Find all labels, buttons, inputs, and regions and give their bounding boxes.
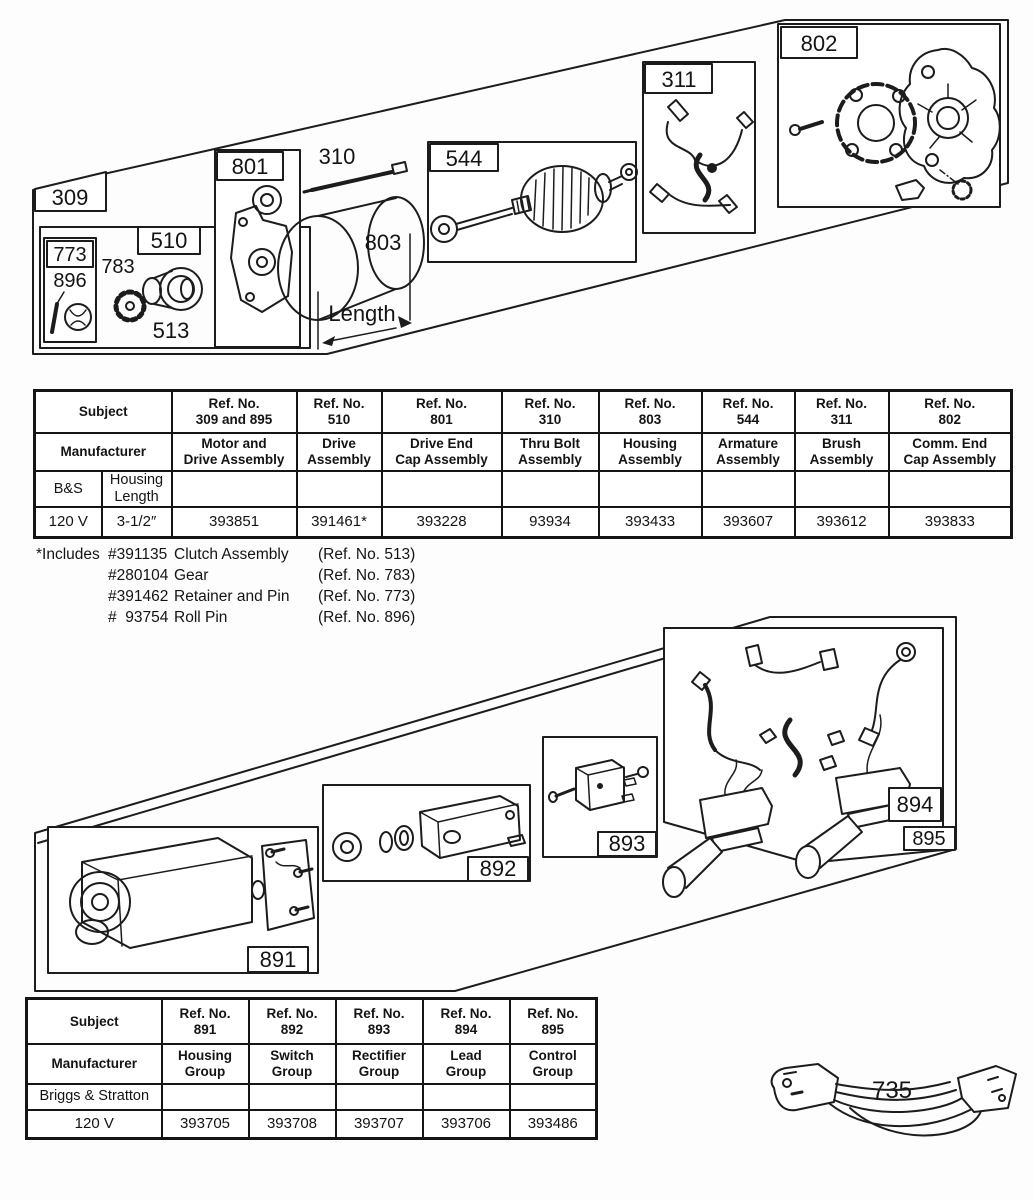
part-label-895: 895 [912, 828, 946, 850]
part-number-cell: 393707 [336, 1110, 423, 1139]
part-number-cell: 393612 [795, 507, 889, 538]
empty-cell [297, 471, 382, 507]
empty-cell [249, 1084, 336, 1110]
ref-no-header-cell: Ref. No. 510 [297, 391, 382, 434]
clutch-assembly-sketch [138, 227, 202, 343]
part-label-311: 311 [661, 67, 697, 92]
thru-bolt-sketch [304, 144, 407, 192]
part-label-802: 802 [800, 31, 838, 56]
ref-no-header-cell: Ref. No. 894 [423, 999, 510, 1045]
footnote-part-name: Retainer and Pin [174, 588, 290, 605]
part-number-cell: 393433 [599, 507, 702, 538]
ref-no-header-cell: Ref. No. 895 [510, 999, 597, 1045]
gear-sketch [101, 256, 144, 320]
part-number-cell: 393705 [162, 1110, 249, 1139]
footnote-part-number: #391462 [108, 588, 169, 605]
empty-cell [702, 471, 795, 507]
starter-groups-exploded-diagram [0, 600, 1033, 1000]
group-name-cell: Control Group [510, 1044, 597, 1084]
comm-end-cap-sketch [778, 24, 1000, 207]
assembly-name-cell: Thru Bolt Assembly [502, 433, 599, 471]
part-number-cell: 393708 [249, 1110, 336, 1139]
wiring-harness-735 [740, 1050, 1033, 1200]
ref-no-header-cell: Ref. No. 893 [336, 999, 423, 1045]
part-number-cell: 393833 [889, 507, 1012, 538]
housing-group-sketch [48, 827, 318, 973]
ref-no-header-cell: Ref. No. 309 and 895 [172, 391, 297, 434]
part-number-cell: 391461* [297, 507, 382, 538]
ref-no-header-cell: Ref. No. 802 [889, 391, 1012, 434]
footnote-line [36, 546, 415, 567]
part-label-891: 891 [259, 947, 297, 972]
footnote-ref: (Ref. No. 783) [318, 567, 416, 584]
assembly-name-cell: Armature Assembly [702, 433, 795, 471]
part-label-892: 892 [479, 856, 517, 881]
footnote-ref: (Ref. No. 773) [318, 588, 416, 605]
group-name-cell: Switch Group [249, 1044, 336, 1084]
empty-cell [502, 471, 599, 507]
footnote-part-name: Gear [174, 567, 209, 584]
footnote-prefix [36, 567, 108, 588]
drive-end-cap-sketch [215, 150, 300, 347]
group-name-cell: Rectifier Group [336, 1044, 423, 1084]
length-label: Length [328, 301, 396, 326]
ref-no-header-cell: Ref. No. 311 [795, 391, 889, 434]
empty-cell [423, 1084, 510, 1110]
group-name-cell: Lead Group [423, 1044, 510, 1084]
terminal-connector-sketch [958, 1066, 1016, 1112]
subject-header-cell: Subject [27, 999, 162, 1045]
footnote-part-name: Clutch Assembly [174, 546, 289, 563]
footnote-part-number: #391135 [108, 546, 168, 563]
part-number-cell: 393228 [382, 507, 502, 538]
empty-cell [795, 471, 889, 507]
manufacturer-header-cell: Manufacturer [35, 433, 172, 471]
footnote-line [36, 567, 415, 588]
ref-no-header-cell: Ref. No. 891 [162, 999, 249, 1045]
part-number-cell: 393851 [172, 507, 297, 538]
footnote-ref: (Ref. No. 896) [318, 609, 416, 626]
footnote-part-number: #280104 [108, 567, 169, 584]
part-number-cell: 393607 [702, 507, 795, 538]
subject-header-cell: Subject [35, 391, 172, 434]
starter-motor-exploded-diagram [0, 0, 1033, 382]
footnote-ref: (Ref. No. 513) [318, 546, 416, 563]
assembly-name-cell: Drive Assembly [297, 433, 382, 471]
lead-control-group-sketch [663, 628, 955, 897]
footnote-part-name: Roll Pin [174, 609, 228, 626]
callout-309 [35, 172, 106, 211]
part-label-773: 773 [53, 244, 87, 266]
ref-no-header-cell: Ref. No. 803 [599, 391, 702, 434]
armature-sketch [428, 142, 637, 262]
assembly-name-cell: Housing Assembly [599, 433, 702, 471]
empty-cell [172, 471, 297, 507]
brand-cell: B&S [35, 471, 102, 507]
part-label-896: 896 [53, 270, 87, 292]
part-label-803: 803 [364, 230, 402, 255]
ref-no-header-cell: Ref. No. 892 [249, 999, 336, 1045]
assembly-name-cell: Comm. End Cap Assembly [889, 433, 1012, 471]
part-number-cell: 393486 [510, 1110, 597, 1139]
empty-cell [162, 1084, 249, 1110]
part-label-310: 310 [318, 144, 356, 169]
part-label-544: 544 [445, 146, 483, 171]
switch-group-sketch [323, 785, 530, 881]
part-label-309: 309 [51, 185, 89, 210]
part-label-893: 893 [608, 831, 646, 856]
empty-cell [599, 471, 702, 507]
voltage-cell: 120 V [27, 1110, 162, 1139]
brand-cell: Briggs & Stratton [27, 1084, 162, 1110]
housing-length-value-cell: 3-1/2″ [102, 507, 172, 538]
part-label-783: 783 [101, 256, 135, 278]
part-label-801: 801 [231, 154, 269, 179]
footnote-part-number: # 93754 [108, 609, 169, 626]
cable-sketch [830, 1082, 982, 1135]
rectifier-group-sketch [543, 737, 657, 857]
groups-parts-table [25, 997, 598, 1140]
part-label-513: 513 [152, 318, 190, 343]
voltage-cell: 120 V [35, 507, 102, 538]
ref-no-header-cell: Ref. No. 544 [702, 391, 795, 434]
footnote-prefix: *Includes [36, 546, 100, 563]
part-label-735: 735 [871, 1077, 913, 1104]
ref-no-header-cell: Ref. No. 310 [502, 391, 599, 434]
housing-length-header-cell: Housing Length [102, 471, 172, 507]
group-name-cell: Housing Group [162, 1044, 249, 1084]
manufacturer-header-cell: Manufacturer [27, 1044, 162, 1084]
part-number-cell: 93934 [502, 507, 599, 538]
starter-parts-table [33, 389, 1013, 539]
part-label-510: 510 [150, 228, 188, 253]
callout-773-896 [44, 238, 96, 342]
empty-cell [510, 1084, 597, 1110]
assembly-name-cell: Motor and Drive Assembly [172, 433, 297, 471]
empty-cell [889, 471, 1012, 507]
empty-cell [382, 471, 502, 507]
part-number-cell: 393706 [423, 1110, 510, 1139]
ref-no-header-cell: Ref. No. 801 [382, 391, 502, 434]
dimension-arrow-icon [322, 336, 335, 346]
part-label-894: 894 [896, 792, 934, 817]
plug-connector-sketch [772, 1064, 838, 1110]
brush-assembly-sketch [643, 62, 755, 233]
assembly-name-cell: Drive End Cap Assembly [382, 433, 502, 471]
assembly-name-cell: Brush Assembly [795, 433, 889, 471]
empty-cell [336, 1084, 423, 1110]
